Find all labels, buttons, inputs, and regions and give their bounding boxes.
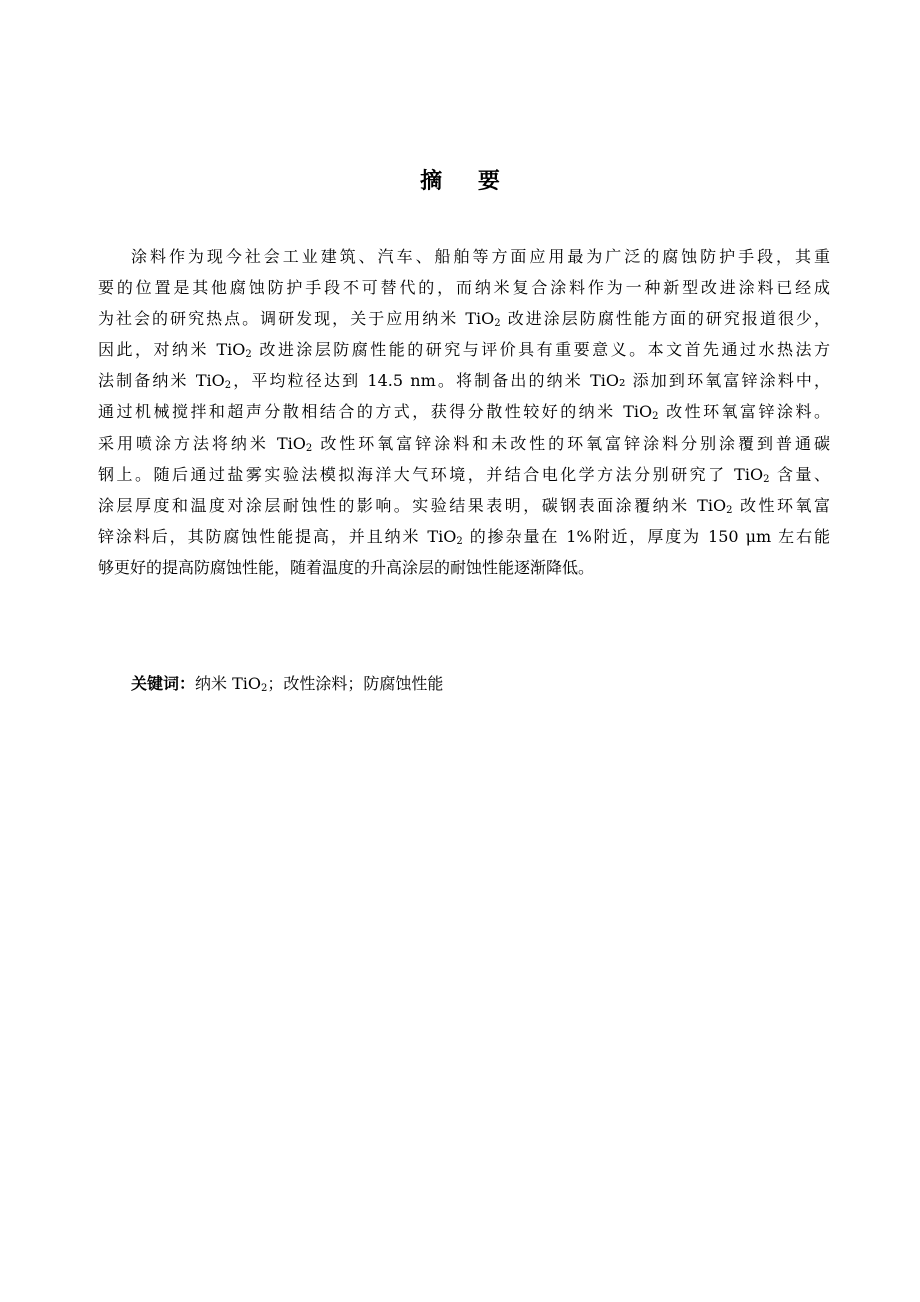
keywords-text: 纳米 TiO [195, 674, 262, 693]
abstract-line: 锌涂料后，其防腐蚀性能提高，并且纳米 TiO$_2$ 的掺杂量在 1%附近，厚度为 150 μm 左右能 [98, 526, 830, 547]
abstract-line: 钢上。随后通过盐雾实验法模拟海洋大气环境，并结合电化学方法分别研究了 TiO$_2$ 含量、 [98, 464, 830, 485]
keywords-text-rest: ；改性涂料；防腐蚀性能 [267, 674, 444, 693]
abstract-line: 法制备纳米 TiO$_2$，平均粒径达到 14.5 nm。将制备出的纳米 TiO₂ 添加到环氧富锌涂料中， [98, 371, 830, 392]
abstract-line: 因此，对纳米 TiO$_2$ 改进涂层防腐性能的研究与评价具有重要意义。本文首先通过水热法方 [98, 340, 830, 361]
abstract-line: 采用喷涂方法将纳米 TiO$_2$ 改性环氧富锌涂料和未改性的环氧富锌涂料分别涂覆到普通碳 [98, 433, 830, 454]
abstract-line: 通过机械搅拌和超声分散相结合的方式，获得分散性较好的纳米 TiO$_2$ 改性环氧富锌涂料。 [98, 402, 830, 423]
abstract-line: 涂层厚度和温度对涂层耐蚀性的影响。实验结果表明，碳钢表面涂覆纳米 TiO$_2$ 改性环氧富 [98, 495, 830, 516]
keywords-label: 关键词： [131, 674, 196, 693]
abstract-line: 涂料作为现今社会工业建筑、汽车、船舶等方面应用最为广泛的腐蚀防护手段，其重 [131, 247, 830, 266]
abstract-body [98, 241, 830, 583]
abstract-line: 为社会的研究热点。调研发现，关于应用纳米 TiO$_2$ 改进涂层防腐性能方面的研究报道很少， [98, 309, 830, 330]
abstract-title: 摘 要 [420, 168, 514, 194]
keywords-line [131, 668, 443, 699]
abstract-line: 要的位置是其他腐蚀防护手段不可替代的，而纳米复合涂料作为一种新型改进涂料已经成 [98, 278, 830, 298]
abstract-line: 够更好的提高防腐蚀性能，随着温度的升高涂层的耐蚀性能逐渐降低。 [98, 557, 595, 577]
keywords-subscript: 2 [261, 683, 268, 694]
